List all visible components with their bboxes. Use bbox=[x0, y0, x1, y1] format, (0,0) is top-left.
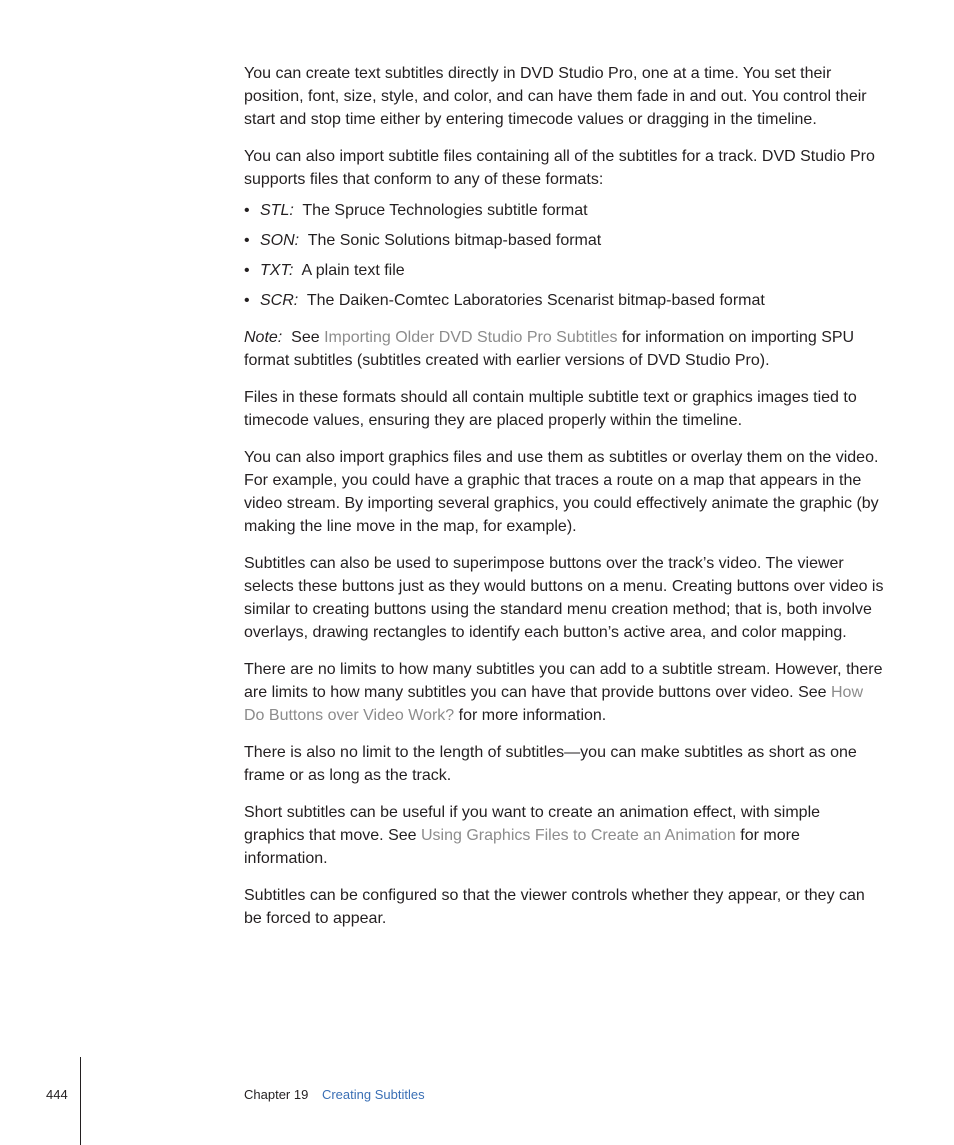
format-term: SCR: bbox=[260, 292, 299, 309]
paragraph-intro: You can create text subtitles directly in DVD Studio Pro, one at a time. You set their position, font, size, style, and color, and can have them fade in and out. You control their start and stop time either by entering timecode values or dragging in the timeline. bbox=[244, 65, 867, 128]
link-buttons-over-video[interactable]: How Do Buttons over Video Work? bbox=[244, 684, 864, 724]
paragraph-subtitle-limits bbox=[244, 658, 884, 727]
chapter-label: Chapter 19 bbox=[244, 1087, 309, 1102]
format-description: The Daiken-Comtec Laboratories Scenarist bitmap-based format bbox=[306, 292, 765, 309]
page-body bbox=[244, 62, 884, 944]
paragraph-short-subtitles bbox=[244, 801, 884, 870]
list-item bbox=[244, 199, 884, 222]
bullet-glyph: • bbox=[244, 292, 250, 309]
page-number: 444 bbox=[46, 1087, 68, 1102]
bullet-glyph: • bbox=[244, 232, 250, 249]
short-text-pre: Short subtitles can be useful if you want to create an animation effect, with simple graphics that move. See bbox=[244, 804, 821, 844]
limits-text-post: for more information. bbox=[458, 707, 607, 724]
paragraph-viewer-control: Subtitles can be configured so that the viewer controls whether they appear, or they can be forced to appear. bbox=[244, 887, 865, 927]
bullet-glyph: • bbox=[244, 262, 250, 279]
note-label: Note: bbox=[244, 329, 283, 346]
paragraph-graphics-files: You can also import graphics files and use them as subtitles or overlay them on the video. For example, you could have a graphic that traces a route on a map that appears in the video stream. By importing several graphics, you could effectively animate the graphic (by making the line move in the map, for example). bbox=[244, 449, 879, 535]
format-description: The Spruce Technologies subtitle format bbox=[302, 202, 588, 219]
format-description: A plain text file bbox=[301, 262, 405, 279]
paragraph-subtitle-length: There is also no limit to the length of subtitles—you can make subtitles as short as one frame or as long as the track. bbox=[244, 744, 857, 784]
footer-divider bbox=[80, 1057, 81, 1145]
format-list bbox=[244, 199, 884, 312]
format-description: The Sonic Solutions bitmap-based format bbox=[307, 232, 602, 249]
note-text-post: for information on importing SPU format subtitles (subtitles created with earlier versions of DVD Studio Pro). bbox=[244, 329, 855, 369]
note-paragraph bbox=[244, 326, 884, 372]
limits-text-pre: There are no limits to how many subtitles you can add to a subtitle stream. However, there are limits to how many subtitles you can have that provide buttons over video. See bbox=[244, 661, 883, 701]
format-term: TXT: bbox=[260, 262, 294, 279]
link-graphics-animation[interactable]: Using Graphics Files to Create an Animation bbox=[421, 827, 736, 844]
paragraph-formats-timecode: Files in these formats should all contain multiple subtitle text or graphics images tied to timecode values, ensuring they are placed properly within the timeline. bbox=[244, 389, 857, 429]
bullet-glyph: • bbox=[244, 202, 250, 219]
short-text-post: for more information. bbox=[244, 827, 800, 867]
format-term: SON: bbox=[260, 232, 300, 249]
note-text-pre: See bbox=[291, 329, 320, 346]
chapter-title-link[interactable]: Creating Subtitles bbox=[321, 1087, 425, 1102]
link-importing-older-subtitles[interactable]: Importing Older DVD Studio Pro Subtitles bbox=[324, 329, 618, 346]
list-item bbox=[244, 229, 884, 252]
paragraph-buttons-over-video: Subtitles can also be used to superimpose buttons over the track’s video. The viewer selects these buttons just as they would buttons on a menu. Creating buttons over video is similar to creating buttons using the standard menu creation method; that is, both involve overlays, drawing rectangles to identify each button’s active area, and color mapping. bbox=[244, 555, 884, 641]
list-item bbox=[244, 259, 884, 282]
paragraph-import-files: You can also import subtitle files containing all of the subtitles for a track. DVD Studio Pro supports files that conform to any of these formats: bbox=[244, 148, 875, 188]
format-term: STL: bbox=[260, 202, 294, 219]
list-item bbox=[244, 289, 884, 312]
footer-chapter bbox=[244, 1087, 425, 1103]
